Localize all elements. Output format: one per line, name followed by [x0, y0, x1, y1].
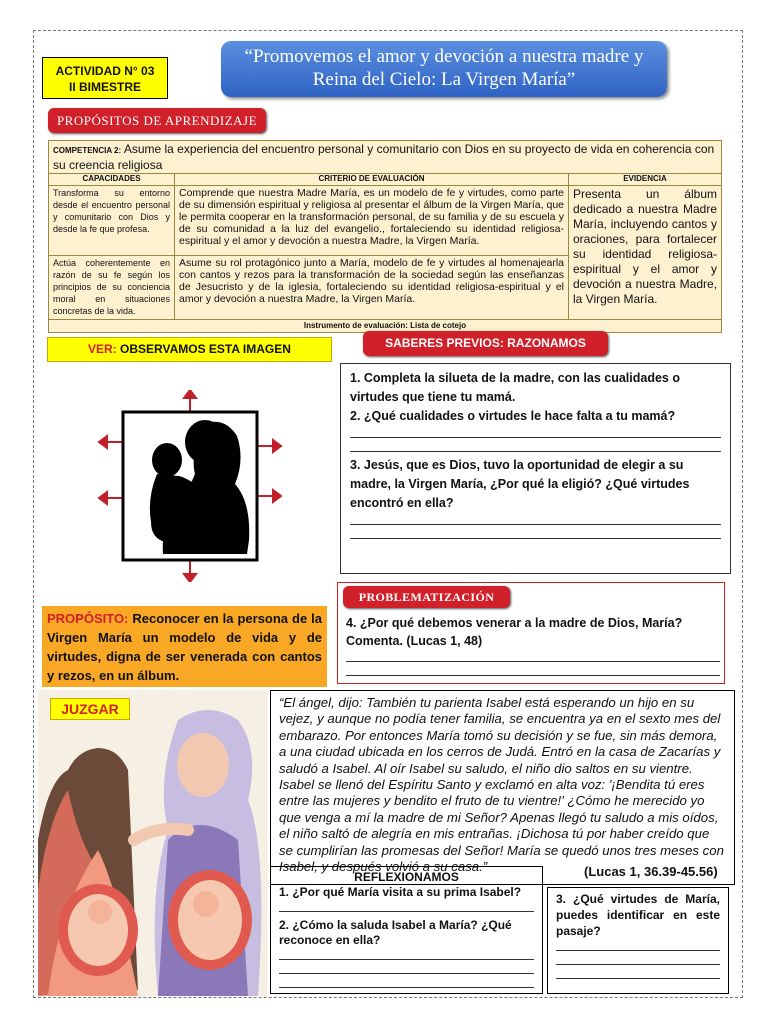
visitation-illustration	[38, 690, 268, 996]
problematizacion-label: PROBLEMATIZACIÓN	[343, 586, 510, 608]
header-criterio: CRITERIO DE EVALUACIÓN	[175, 174, 569, 186]
saberes-questions-box	[340, 363, 731, 574]
answer-line[interactable]	[556, 939, 720, 951]
bimester: II BIMESTRE	[68, 80, 141, 94]
activity-badge	[42, 57, 168, 99]
instrumento: Instrumento de evaluación: Lista de cotejo	[49, 320, 722, 333]
reflexionamos-q3: 3. ¿Qué virtudes de María, puedes identificar en este pasaje?	[556, 892, 720, 938]
reflexionamos-q1: 1. ¿Por qué María visita a su prima Isabel?	[279, 885, 522, 899]
answer-line[interactable]	[556, 967, 720, 979]
proposito-prefix: PROPÓSITO:	[47, 611, 129, 626]
answer-line[interactable]	[346, 650, 720, 662]
answer-line[interactable]	[350, 527, 721, 539]
saberes-q1: 1. Completa la silueta de la madre, con las cualidades o virtudes que tiene tu mamá.	[350, 371, 680, 404]
ver-label	[47, 337, 332, 362]
answer-line[interactable]	[350, 513, 721, 525]
header-evidencia: EVIDENCIA	[569, 174, 722, 186]
answer-line[interactable]	[279, 962, 534, 974]
page-title: “Promovemos el amor y devoción a nuestra madre y Reina del Cielo: La Virgen María”	[221, 41, 667, 97]
answer-line[interactable]	[346, 664, 720, 676]
bible-citation: (Lucas 1, 36.39-45.56)	[584, 864, 718, 879]
evidencia: Presenta un álbum dedicado a nuestra Madre María, incluyendo cantos y oraciones, para fortalecer su identidad religiosa-espiritual y el amor y devoción a nuestra Madre, la Virgen María.	[569, 186, 722, 320]
reflexionamos-label: REFLEXIONAMOS	[354, 870, 459, 884]
reflexionamos-box	[270, 866, 543, 994]
ver-text: OBSERVAMOS ESTA IMAGEN	[116, 342, 291, 356]
answer-line[interactable]	[279, 976, 534, 988]
ver-prefix: VER:	[88, 342, 117, 356]
capacidad-2: Actúa coherentemente en razón de su fe según los principios de su conciencia moral en situaciones concretas de la vida.	[49, 256, 175, 320]
saberes-label: SABERES PREVIOS: RAZONAMOS	[363, 331, 608, 356]
answer-line[interactable]	[279, 948, 534, 960]
criterio-2: Asume su rol protagónico junto a María, modelo de fe y virtudes al homenajearla con cantos y rezos para la transformación de la sociedad según las enseñanzas de Jesucristo y de la iglesia, fortaleciendo su identidad religiosa-espiritual y el amor y devoción a nuestra Madre, la Virgen María.	[175, 256, 569, 320]
problematizacion-q4: 4. ¿Por qué debemos venerar a la madre de Dios, María? Comenta. (Lucas 1, 48)	[346, 616, 683, 648]
proposito-box	[42, 606, 327, 687]
competencia-table	[48, 140, 722, 333]
answer-line[interactable]	[350, 426, 721, 438]
competencia-text: Asume la experiencia del encuentro personal y comunitario con Dios en su proyecto de vida en coherencia con su creencia religiosa	[53, 142, 715, 172]
answer-line[interactable]	[556, 953, 720, 965]
bible-quote-box	[270, 690, 735, 885]
activity-number: ACTIVIDAD N° 03	[55, 64, 155, 78]
saberes-q3: 3. Jesús, que es Dios, tuvo la oportunidad de elegir a su madre, la Virgen María, ¿Por qué la eligió? ¿Qué virtudes encontró en ella?	[350, 458, 690, 510]
problematizacion-text	[346, 614, 720, 678]
header-capacidades: CAPACIDADES	[49, 174, 175, 186]
capacidad-1: Transforma su entorno desde el encuentro personal y comunitario con Dios y desde la fe que profesa.	[49, 186, 175, 256]
reflexionamos-q3-box	[547, 887, 729, 994]
answer-line[interactable]	[279, 900, 534, 912]
propositos-label: PROPÓSITOS DE APRENDIZAJE	[48, 108, 266, 133]
proposito-text: Reconocer en la persona de la Virgen María un modelo de vida y de virtudes, digna de ser venerada con cantos y rezos, en un álbum.	[47, 611, 322, 683]
competencia-label: COMPETENCIA 2:	[53, 146, 122, 155]
bible-quote: “El ángel, dijo: También tu parienta Isabel está esperando un hijo en su vejez, y aunque no podía tener familia, se encuentra ya en el sexto mes del embarazo. Por entonces María tomó su decisión y se fue, sin más demora, a una ciudad ubicada en los cerros de Judá. Entró en la casa de Zacarías y saludó a Isabel. Al oír Isabel su saludo, el niño dio saltos en su vientre. Isabel se llenó del Espíritu Santo y exclamó en alta voz: '¡Bendita tú eres entre las mujeres y bendito el fruto de tu vientre!' ¿Cómo he merecido yo que venga a mí la madre de mi Señor? Apenas llegó tu saludo a mis oídos, el niño saltó de alegría en mis entrañas. ¡Dichosa tú por haber creído que se cumplirían las promesas del Señor! María se quedó unos tres meses con Isabel, y después volvió a su casa.”	[279, 695, 724, 875]
mother-child-silhouette-image	[95, 390, 285, 582]
saberes-q2: 2. ¿Qué cualidades o virtudes le hace falta a tu mamá?	[350, 409, 676, 423]
competencia-row	[49, 141, 722, 174]
juzgar-label: JUZGAR	[50, 698, 130, 720]
answer-line[interactable]	[350, 440, 721, 452]
reflexionamos-q2: 2. ¿Cómo la saluda Isabel a María? ¿Qué reconoce en ella?	[279, 918, 512, 947]
criterio-1: Comprende que nuestra Madre María, es un modelo de fe y virtudes, como parte de su dimensión espiritual y religiosa al presentar el álbum de la Virgen María, que le permita cooperar en la transformación personal, de su familia y de su escuela y de su comunidad a la luz del evangelio., fortaleciendo su identidad religiosa-espiritual y el amor y devoción a nuestra Madre, la Virgen María.	[175, 186, 569, 256]
